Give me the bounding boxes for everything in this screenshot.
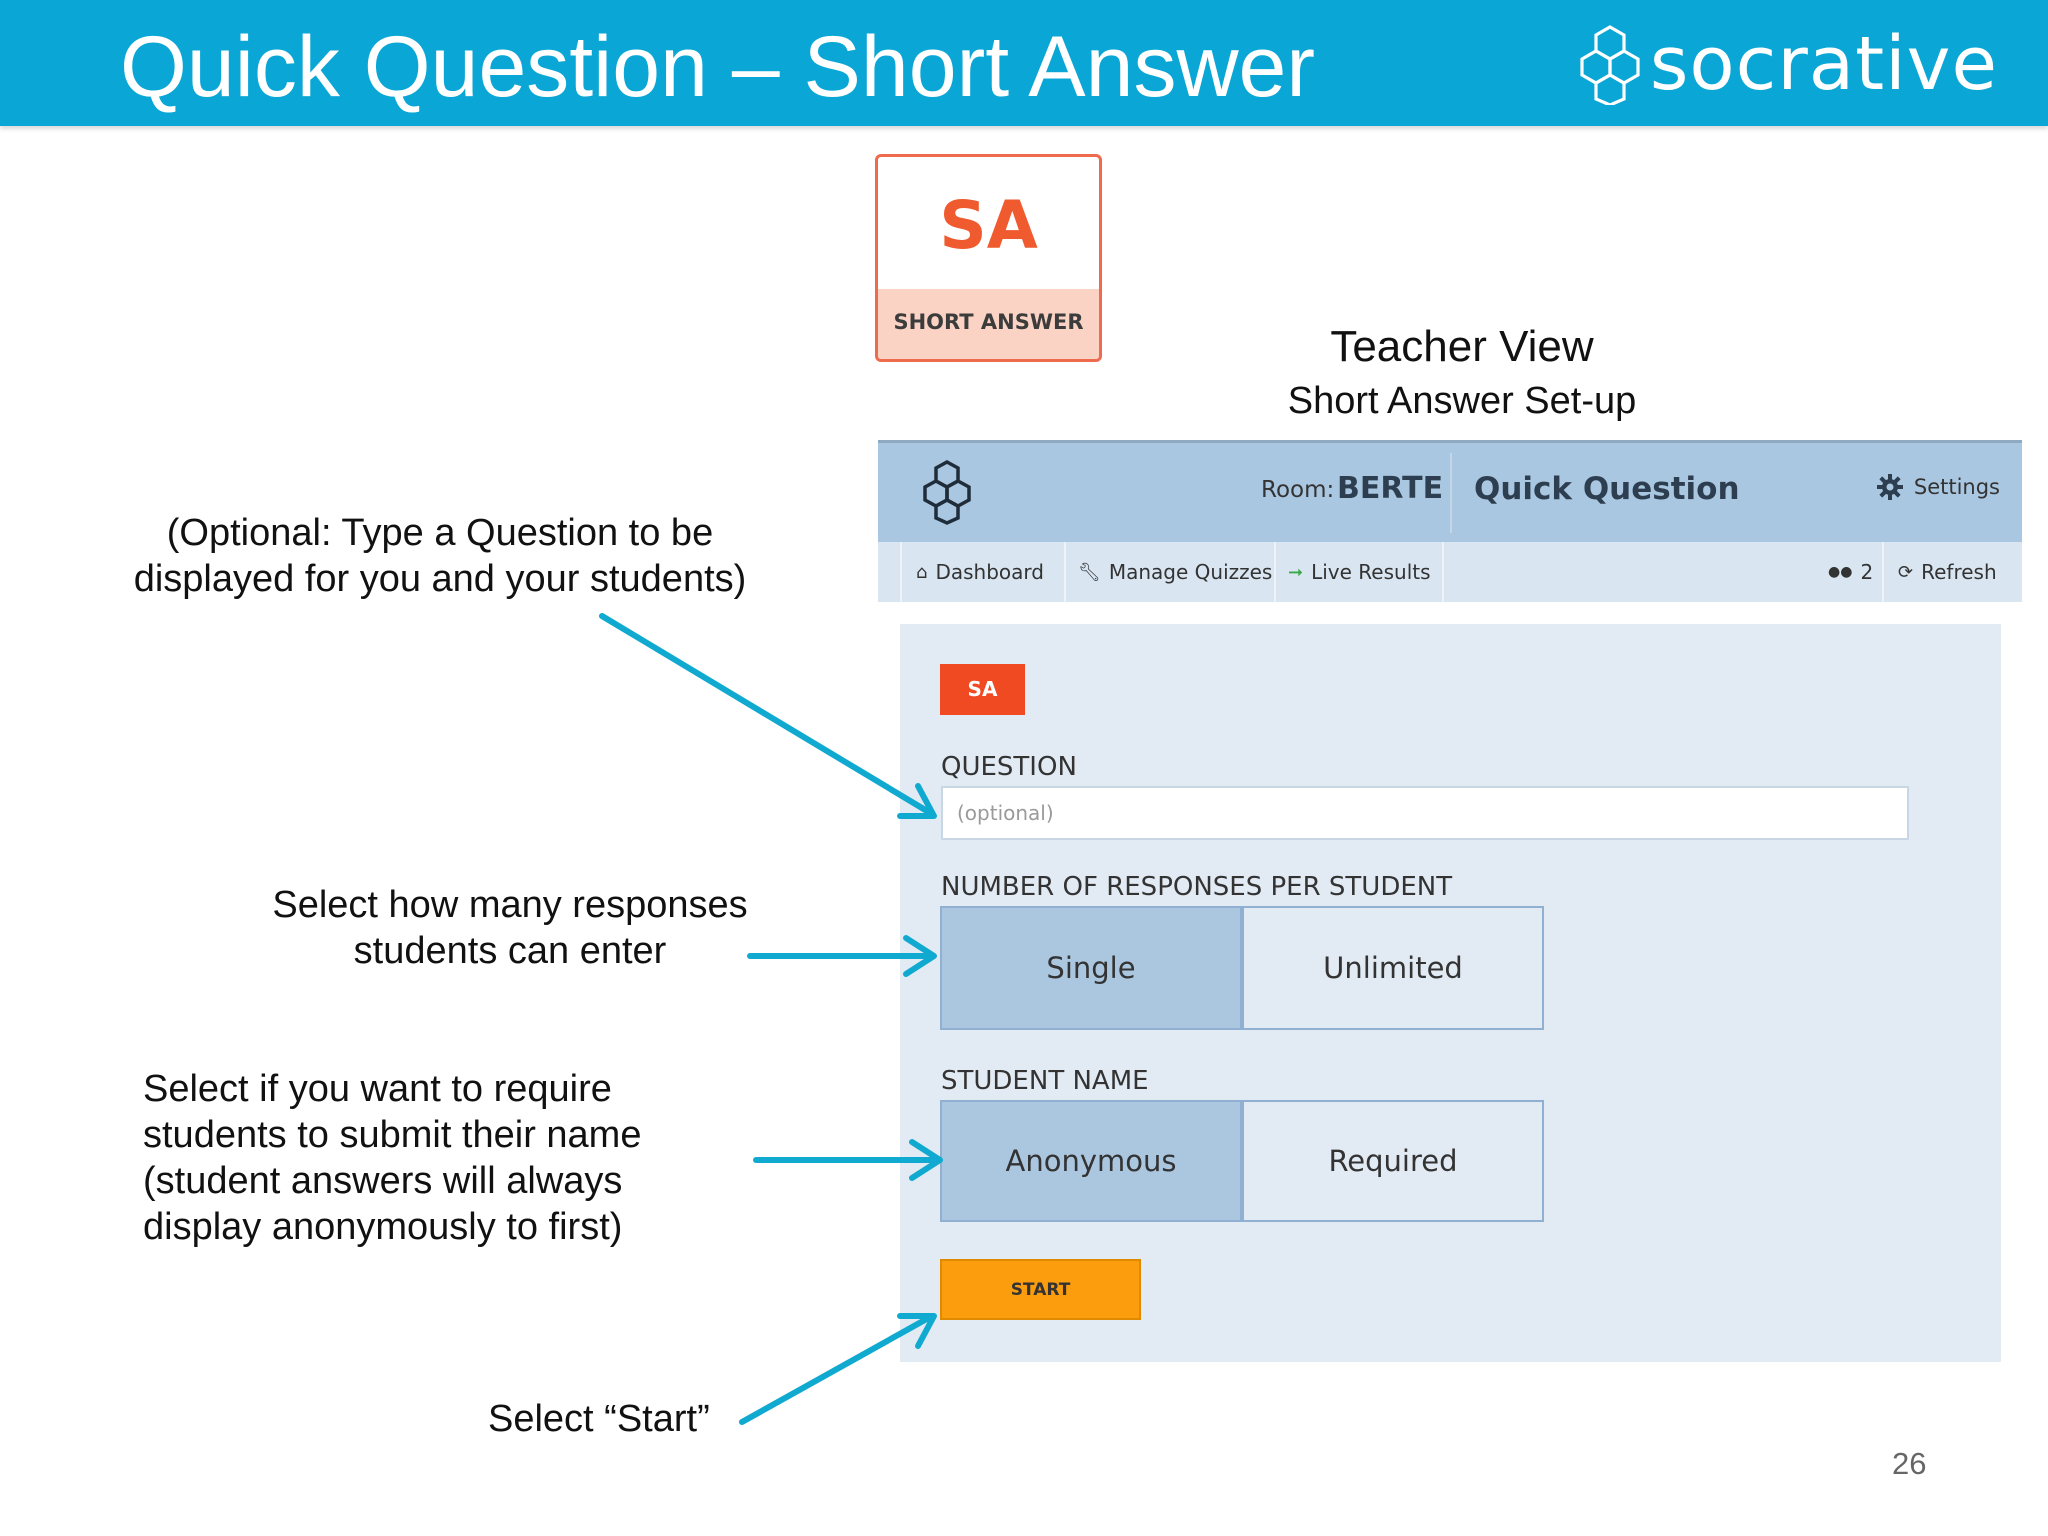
page-title: Quick Question [1474,471,1740,507]
teacher-view-subtitle: Short Answer Set-up [1287,380,1637,422]
nav-manage-quizzes[interactable] [1078,542,1272,602]
student-count-value: 2 [1860,560,1874,584]
nav-separator [1064,542,1066,602]
students-icon: ●● [1828,564,1853,580]
short-answer-tile-label: SHORT ANSWER [878,289,1099,359]
nav-dashboard-label: Dashboard [935,560,1044,584]
nav-separator [1442,542,1444,602]
header-band [0,0,2048,126]
student-name-annotation [143,1066,763,1250]
question-annotation [100,510,780,602]
question-arrow [602,616,934,816]
short-answer-tile-abbr: SA [939,187,1038,264]
student-name-annotation-line: Select if you want to require [143,1068,612,1110]
start-annotation: Select “Start” [488,1398,710,1440]
question-annotation-line: (Optional: Type a Question to be [166,512,714,554]
student-name-required-button[interactable]: Required [1242,1100,1544,1222]
refresh-icon: ⟳ [1898,561,1914,583]
responses-label: NUMBER OF RESPONSES PER STUDENT [941,872,1453,902]
slide-title: Quick Question – Short Answer [120,19,1316,115]
refresh-button[interactable] [1898,542,1997,602]
student-name-annotation-line: students to submit their name [143,1114,642,1156]
nav-manage-quizzes-label: Manage Quizzes [1108,560,1273,584]
responses-single-button[interactable]: Single [940,906,1242,1030]
question-type-badge: SA [940,664,1025,715]
socrative-logo-icon[interactable] [918,459,976,525]
arrow-right-icon: ➞ [1288,561,1304,583]
question-annotation-line: displayed for you and your students) [133,558,747,600]
responses-annotation-line: Select how many responses [272,884,748,926]
brand-name: socrative [1649,21,1998,107]
short-answer-tile [875,154,1102,362]
room-name: BERTE [1337,471,1444,506]
teacher-view-title: Teacher View [1330,322,1594,371]
socrative-hex-icon [1574,23,1646,105]
question-setup-panel [900,624,2001,1362]
settings-label: Settings [1913,475,2000,499]
question-input[interactable] [941,786,1909,840]
nav-separator [1882,542,1884,602]
student-name-annotation-line: display anonymously to first) [143,1206,623,1248]
student-count [1828,542,1873,602]
app-header [878,440,2022,602]
student-name-annotation-line: (student answers will always [143,1160,623,1202]
gear-icon [1876,473,1904,501]
question-label: QUESTION [941,752,1077,782]
topbar-divider [1450,453,1452,533]
responses-unlimited-button[interactable]: Unlimited [1242,906,1544,1030]
settings-button[interactable] [1876,473,2000,501]
student-name-anonymous-button[interactable]: Anonymous [940,1100,1242,1222]
student-name-label: STUDENT NAME [941,1066,1149,1096]
nav-live-results-label: Live Results [1311,560,1431,584]
app-topbar [878,440,2022,542]
refresh-label: Refresh [1921,560,1997,584]
responses-annotation-line: students can enter [353,930,667,972]
nav-separator [1274,542,1276,602]
responses-annotation [240,882,780,974]
socrative-logo [1574,22,1998,106]
page-number: 26 [1892,1446,1927,1481]
app-navbar [878,542,2022,602]
room-label: Room: [1261,477,1335,503]
wrench-icon: 🔧︎ [1078,561,1101,583]
start-button[interactable]: START [940,1259,1141,1320]
home-icon: ⌂ [916,561,928,583]
nav-separator [900,542,902,602]
nav-live-results[interactable] [1288,542,1431,602]
nav-dashboard[interactable] [916,542,1044,602]
